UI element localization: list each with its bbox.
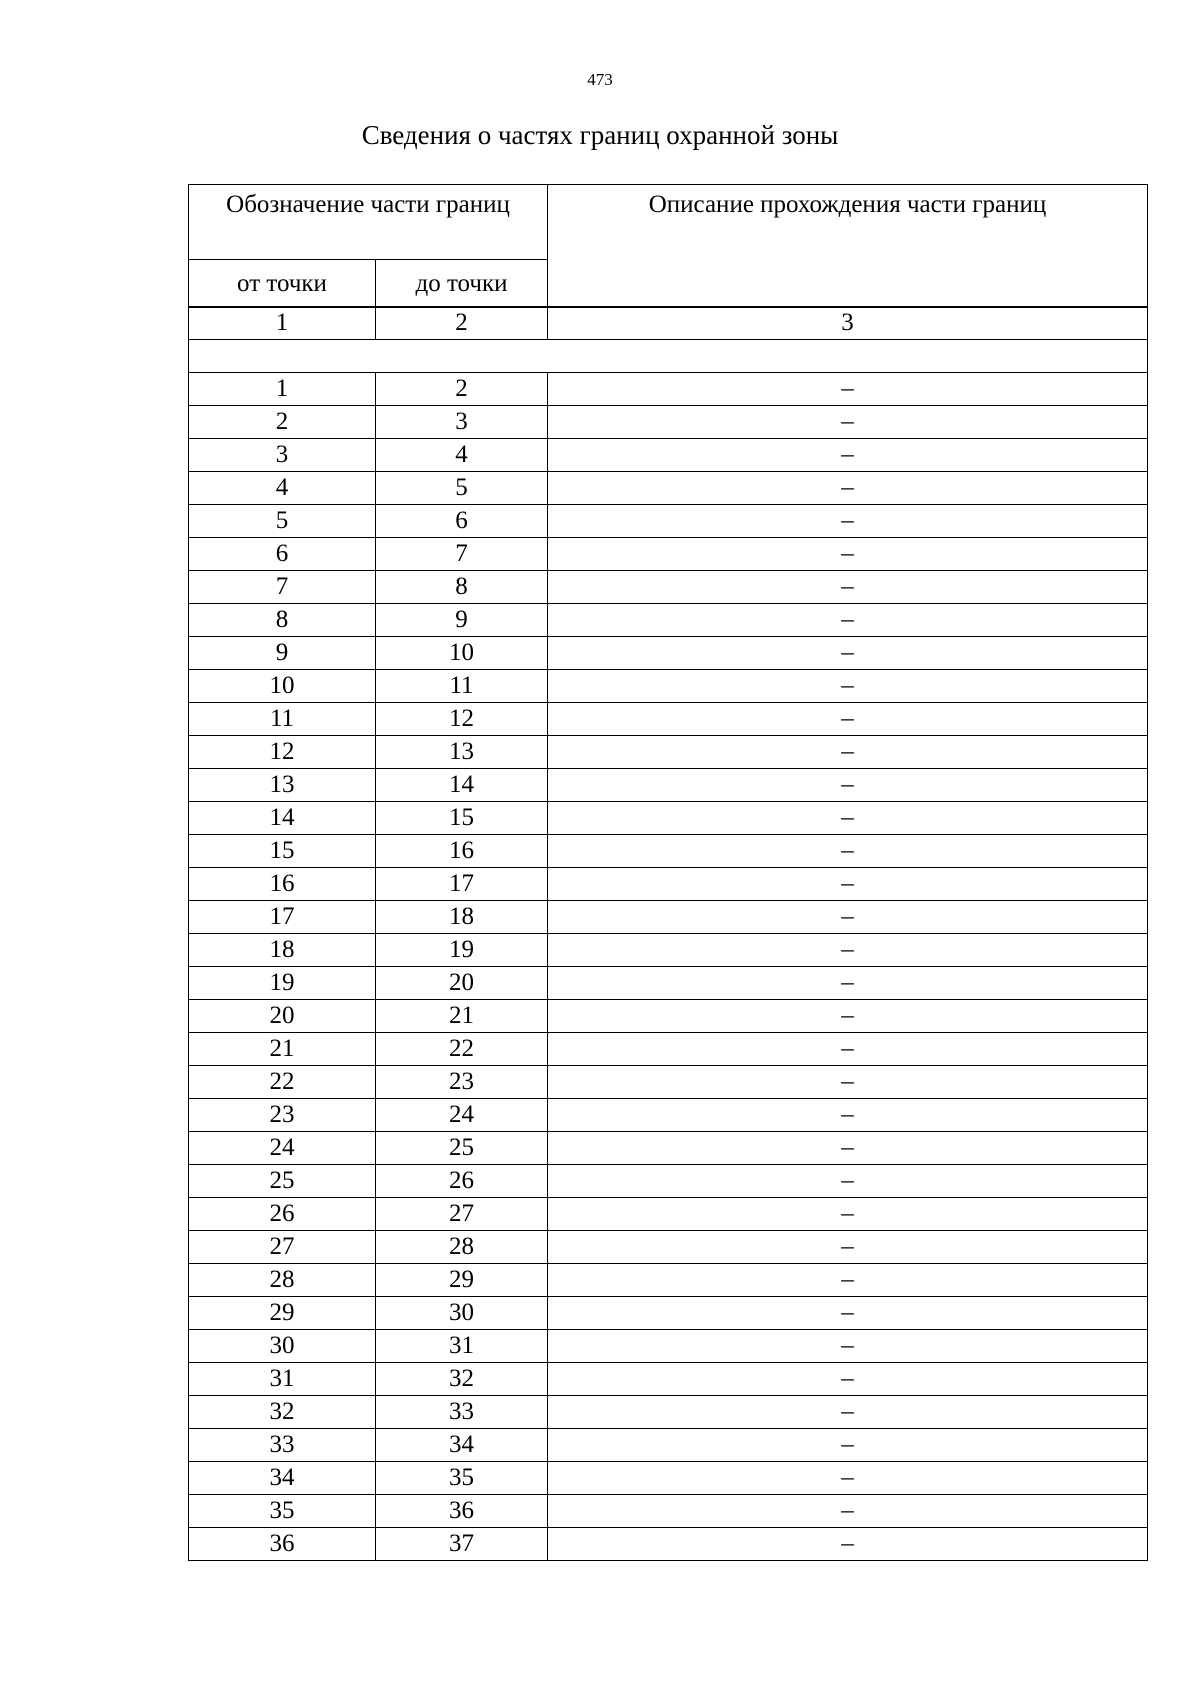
cell-to: 35 <box>376 1462 548 1495</box>
cell-to: 8 <box>376 571 548 604</box>
cell-desc: – <box>548 1099 1148 1132</box>
cell-from: 25 <box>189 1165 376 1198</box>
table-row <box>189 967 1148 1000</box>
header-group-label: Обозначение части границ <box>189 185 548 260</box>
table-row <box>189 1099 1148 1132</box>
cell-desc: – <box>548 868 1148 901</box>
table-row <box>189 373 1148 406</box>
cell-desc: – <box>548 835 1148 868</box>
cell-from: 22 <box>189 1066 376 1099</box>
cell-to: 10 <box>376 637 548 670</box>
cell-desc: – <box>548 604 1148 637</box>
cell-to: 15 <box>376 802 548 835</box>
table-row <box>189 1231 1148 1264</box>
cell-to: 29 <box>376 1264 548 1297</box>
cell-desc: – <box>548 934 1148 967</box>
cell-to: 19 <box>376 934 548 967</box>
table-row <box>189 637 1148 670</box>
cell-from: 5 <box>189 505 376 538</box>
cell-desc: – <box>548 1396 1148 1429</box>
cell-from: 1 <box>189 373 376 406</box>
cell-to: 11 <box>376 670 548 703</box>
table-row <box>189 538 1148 571</box>
cell-from: 16 <box>189 868 376 901</box>
table-row <box>189 1429 1148 1462</box>
cell-to: 6 <box>376 505 548 538</box>
table-row <box>189 703 1148 736</box>
cell-desc: – <box>548 1429 1148 1462</box>
cell-to: 27 <box>376 1198 548 1231</box>
cell-from: 11 <box>189 703 376 736</box>
cell-from: 19 <box>189 967 376 1000</box>
cell-from: 21 <box>189 1033 376 1066</box>
cell-from: 35 <box>189 1495 376 1528</box>
table-row <box>189 1033 1148 1066</box>
cell-from: 18 <box>189 934 376 967</box>
table-row <box>189 1165 1148 1198</box>
cell-desc: – <box>548 439 1148 472</box>
cell-desc: – <box>548 1495 1148 1528</box>
cell-desc: – <box>548 1297 1148 1330</box>
cell-desc: – <box>548 1033 1148 1066</box>
cell-to: 5 <box>376 472 548 505</box>
table-row <box>189 670 1148 703</box>
cell-to: 16 <box>376 835 548 868</box>
cell-to: 21 <box>376 1000 548 1033</box>
cell-desc: – <box>548 703 1148 736</box>
cell-from: 2 <box>189 406 376 439</box>
table-row <box>189 406 1148 439</box>
table-row <box>189 439 1148 472</box>
column-number-1: 1 <box>189 307 376 340</box>
cell-to: 9 <box>376 604 548 637</box>
cell-desc: – <box>548 538 1148 571</box>
cell-to: 7 <box>376 538 548 571</box>
cell-desc: – <box>548 802 1148 835</box>
column-number-2: 2 <box>376 307 548 340</box>
cell-from: 6 <box>189 538 376 571</box>
cell-to: 22 <box>376 1033 548 1066</box>
table-row <box>189 1297 1148 1330</box>
cell-desc: – <box>548 967 1148 1000</box>
boundary-table-header <box>188 184 1148 308</box>
table-row <box>189 835 1148 868</box>
table-row <box>189 472 1148 505</box>
cell-desc: – <box>548 1330 1148 1363</box>
table-row <box>189 1066 1148 1099</box>
cell-desc: – <box>548 736 1148 769</box>
cell-desc: – <box>548 1231 1148 1264</box>
table-row <box>189 901 1148 934</box>
cell-desc: – <box>548 1462 1148 1495</box>
cell-desc: – <box>548 1165 1148 1198</box>
cell-to: 28 <box>376 1231 548 1264</box>
table-row <box>189 1396 1148 1429</box>
cell-to: 30 <box>376 1297 548 1330</box>
table-row <box>189 1132 1148 1165</box>
cell-from: 34 <box>189 1462 376 1495</box>
cell-desc: – <box>548 1198 1148 1231</box>
cell-from: 20 <box>189 1000 376 1033</box>
cell-from: 28 <box>189 1264 376 1297</box>
column-number-row <box>189 307 1148 340</box>
cell-to: 12 <box>376 703 548 736</box>
header-description-label: Описание прохождения части границ <box>548 185 1148 308</box>
cell-from: 36 <box>189 1528 376 1561</box>
cell-from: 24 <box>189 1132 376 1165</box>
cell-to: 31 <box>376 1330 548 1363</box>
table-row <box>189 1462 1148 1495</box>
header-to-label: до точки <box>376 260 548 308</box>
cell-to: 18 <box>376 901 548 934</box>
cell-desc: – <box>548 505 1148 538</box>
cell-to: 24 <box>376 1099 548 1132</box>
cell-from: 30 <box>189 1330 376 1363</box>
cell-to: 17 <box>376 868 548 901</box>
cell-desc: – <box>548 769 1148 802</box>
cell-to: 20 <box>376 967 548 1000</box>
cell-from: 31 <box>189 1363 376 1396</box>
boundary-rows-table <box>188 372 1148 1561</box>
table-row <box>189 1264 1148 1297</box>
cell-from: 27 <box>189 1231 376 1264</box>
table-row <box>189 1528 1148 1561</box>
cell-desc: – <box>548 406 1148 439</box>
cell-from: 12 <box>189 736 376 769</box>
table-row <box>189 505 1148 538</box>
table-row <box>189 802 1148 835</box>
cell-desc: – <box>548 1363 1148 1396</box>
cell-to: 26 <box>376 1165 548 1198</box>
table-row <box>189 1495 1148 1528</box>
column-number-3: 3 <box>548 307 1148 340</box>
cell-from: 9 <box>189 637 376 670</box>
cell-desc: – <box>548 637 1148 670</box>
column-number-table <box>188 306 1148 373</box>
document-title: Сведения о частях границ охранной зоны <box>361 120 839 150</box>
table-row <box>189 1000 1148 1033</box>
cell-desc: – <box>548 670 1148 703</box>
cell-desc: – <box>548 901 1148 934</box>
cell-from: 26 <box>189 1198 376 1231</box>
cell-desc: – <box>548 472 1148 505</box>
cell-to: 2 <box>376 373 548 406</box>
cell-desc: – <box>548 1066 1148 1099</box>
cell-from: 23 <box>189 1099 376 1132</box>
table-row <box>189 736 1148 769</box>
cell-from: 10 <box>189 670 376 703</box>
cell-to: 4 <box>376 439 548 472</box>
cell-to: 3 <box>376 406 548 439</box>
header-from-label: от точки <box>189 260 376 308</box>
cell-desc: – <box>548 373 1148 406</box>
cell-to: 25 <box>376 1132 548 1165</box>
cell-desc: – <box>548 1264 1148 1297</box>
table-row <box>189 868 1148 901</box>
cell-from: 7 <box>189 571 376 604</box>
cell-desc: – <box>548 1528 1148 1561</box>
cell-desc: – <box>548 1000 1148 1033</box>
cell-from: 3 <box>189 439 376 472</box>
cell-from: 14 <box>189 802 376 835</box>
cell-from: 33 <box>189 1429 376 1462</box>
cell-from: 17 <box>189 901 376 934</box>
cell-desc: – <box>548 1132 1148 1165</box>
table-row <box>189 934 1148 967</box>
cell-from: 32 <box>189 1396 376 1429</box>
cell-from: 15 <box>189 835 376 868</box>
page-number: 473 <box>587 70 613 89</box>
cell-to: 37 <box>376 1528 548 1561</box>
section-label <box>189 340 1148 373</box>
cell-from: 8 <box>189 604 376 637</box>
cell-to: 23 <box>376 1066 548 1099</box>
table-row <box>189 769 1148 802</box>
cell-to: 14 <box>376 769 548 802</box>
section-row <box>189 340 1148 373</box>
cell-to: 13 <box>376 736 548 769</box>
cell-desc: – <box>548 571 1148 604</box>
table-row <box>189 1198 1148 1231</box>
cell-to: 32 <box>376 1363 548 1396</box>
boundary-rows <box>189 373 1148 1561</box>
table-row <box>189 604 1148 637</box>
cell-to: 36 <box>376 1495 548 1528</box>
cell-from: 4 <box>189 472 376 505</box>
table-row <box>189 571 1148 604</box>
cell-from: 13 <box>189 769 376 802</box>
table-row <box>189 1363 1148 1396</box>
cell-from: 29 <box>189 1297 376 1330</box>
cell-to: 34 <box>376 1429 548 1462</box>
table-row <box>189 1330 1148 1363</box>
cell-to: 33 <box>376 1396 548 1429</box>
